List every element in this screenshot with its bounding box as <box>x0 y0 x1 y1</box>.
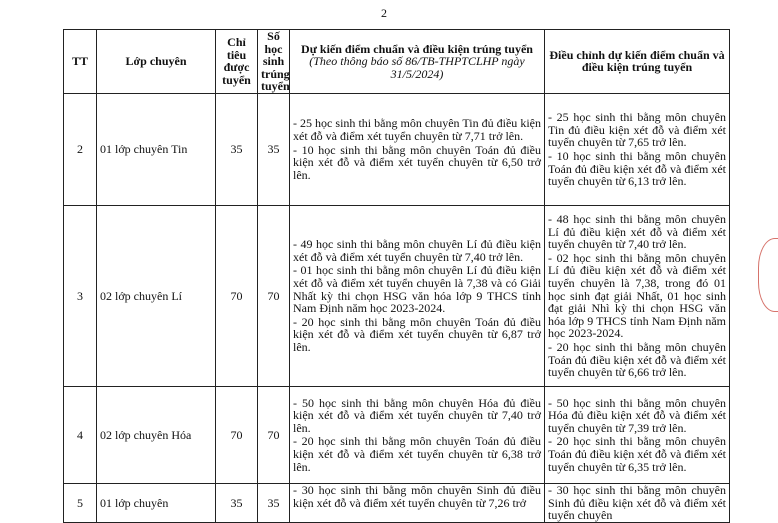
adjust-item: - 20 học sinh thi bằng môn chuyên Toán đủ điều kiện xét đỗ và điểm xét tuyển chuyên từ 6,35 trở lên. <box>548 434 726 474</box>
header-tt: TT <box>64 30 97 94</box>
table-row <box>64 386 730 483</box>
cell-adjust <box>545 386 730 483</box>
adjust-item: - 02 học sinh thi bằng môn chuyên Lí đủ điều kiện xét đỗ và điểm xét tuyển chuyên là 7,38, trong đó 01 học sinh đạt giải Nhất, 01 học sinh đạt giải Nhì kỳ thi chọn HSG văn hóa lớp 9 THCS tỉnh Nam Định năm học 2023-2024. <box>548 250 726 341</box>
header-quota: Chỉ tiêu được tuyển <box>216 30 258 94</box>
cell-tt: 2 <box>64 93 97 205</box>
cell-adjust <box>545 205 730 386</box>
cell-plan <box>290 483 545 522</box>
header-count: Số học sinh trúng tuyển <box>258 30 290 94</box>
cell-quota: 35 <box>216 483 258 522</box>
header-plan-subtitle: (Theo thông báo số 86/TB-THPTCLHP ngày 31/5/2024) <box>309 54 525 81</box>
plan-item: - 20 học sinh thi bằng môn chuyên Toán đủ điều kiện xét đỗ và điểm xét tuyển chuyên từ 6,87 trở lên. <box>293 314 541 355</box>
cell-plan <box>290 93 545 205</box>
cell-plan <box>290 205 545 386</box>
plan-item: - 49 học sinh thi bằng môn chuyên Lí đủ điều kiện xét đỗ và điểm xét tuyển chuyên từ 7,40 trở lên. <box>293 237 541 264</box>
header-adjust: Điều chỉnh dự kiến điểm chuẩn và điều kiện trúng tuyển <box>545 30 730 94</box>
plan-item: - 01 học sinh thi bằng môn chuyên Lí đủ điều kiện xét đỗ và điểm xét tuyển chuyên là 7,38 và có Giải Nhất kỳ thi chọn HSG văn hóa lớp 9 THCS tỉnh Nam Định năm học 2023-2024. <box>293 263 541 316</box>
header-class: Lớp chuyên <box>97 30 216 94</box>
plan-item: - 10 học sinh thi bằng môn chuyên Toán đủ điều kiện xét đỗ và điểm xét tuyển chuyên từ 6,50 trở lên. <box>293 142 541 182</box>
header-plan-title: Dự kiến điểm chuẩn và điều kiện trúng tuyển <box>301 41 533 56</box>
cell-class: 02 lớp chuyên Hóa <box>97 386 216 483</box>
cell-class: 01 lớp chuyên Tin <box>97 93 216 205</box>
cell-quota: 70 <box>216 386 258 483</box>
cell-count: 70 <box>258 386 290 483</box>
plan-item: - 20 học sinh thi bằng môn chuyên Toán đủ điều kiện xét đỗ và điểm xét tuyển chuyên từ 6,38 trở lên. <box>293 434 541 474</box>
adjust-item: - 25 học sinh thi bằng môn chuyên Tin đủ điều kiện xét đỗ và điểm xét tuyển chuyên từ 7,65 trở lên. <box>548 110 726 150</box>
cell-adjust <box>545 93 730 205</box>
plan-item: - 30 học sinh thi bằng môn chuyên Sinh đủ điều kiện xét đỗ và điểm xét tuyển chuyên từ 7,26 trở <box>293 482 541 510</box>
table-row <box>64 205 730 386</box>
adjust-item: - 48 học sinh thi bằng môn chuyên Lí đủ điều kiện xét đỗ và điểm xét tuyển chuyên từ 7,40 trở lên. <box>548 212 726 252</box>
table-row <box>64 93 730 205</box>
cell-class: 01 lớp chuyên <box>97 483 216 522</box>
plan-item: - 25 học sinh thi bằng môn chuyên Tin đủ điều kiện xét đỗ và điểm xét tuyển chuyên từ 7,71 trở lên. <box>293 116 541 144</box>
adjust-item: - 50 học sinh thi bằng môn chuyên Hóa đủ điều kiện xét đỗ và điểm xét tuyển chuyên từ 7,39 trở lên. <box>548 395 726 435</box>
table-row <box>64 483 730 522</box>
cell-count: 35 <box>258 93 290 205</box>
cell-quota: 35 <box>216 93 258 205</box>
table-header-row <box>64 30 730 94</box>
cell-tt: 5 <box>64 483 97 522</box>
cell-tt: 3 <box>64 205 97 386</box>
cell-count: 35 <box>258 483 290 522</box>
adjust-item: - 30 học sinh thi bằng môn chuyên Sinh đủ điều kiện xét đỗ và điểm xét tuyển chuyên <box>548 482 726 523</box>
cell-class: 02 lớp chuyên Lí <box>97 205 216 386</box>
adjust-item: - 10 học sinh thi bằng môn chuyên Toán đủ điều kiện xét đỗ và điểm xét tuyển chuyên từ 6,13 trở lên. <box>548 148 726 189</box>
cell-count: 70 <box>258 205 290 386</box>
page-number: 2 <box>381 6 387 20</box>
cell-plan <box>290 386 545 483</box>
admission-table <box>63 29 730 523</box>
adjust-item: - 20 học sinh thi bằng môn chuyên Toán đủ điều kiện xét đỗ và điểm xét tuyển chuyên từ 6,66 trở lên. <box>548 340 726 380</box>
plan-item: - 50 học sinh thi bằng môn chuyên Hóa đủ điều kiện xét đỗ và điểm xét tuyển chuyên từ 7,40 trở lên. <box>293 395 541 435</box>
cell-tt: 4 <box>64 386 97 483</box>
cell-quota: 70 <box>216 205 258 386</box>
red-stamp-partial <box>758 238 778 312</box>
header-plan <box>290 30 545 94</box>
cell-adjust <box>545 483 730 522</box>
